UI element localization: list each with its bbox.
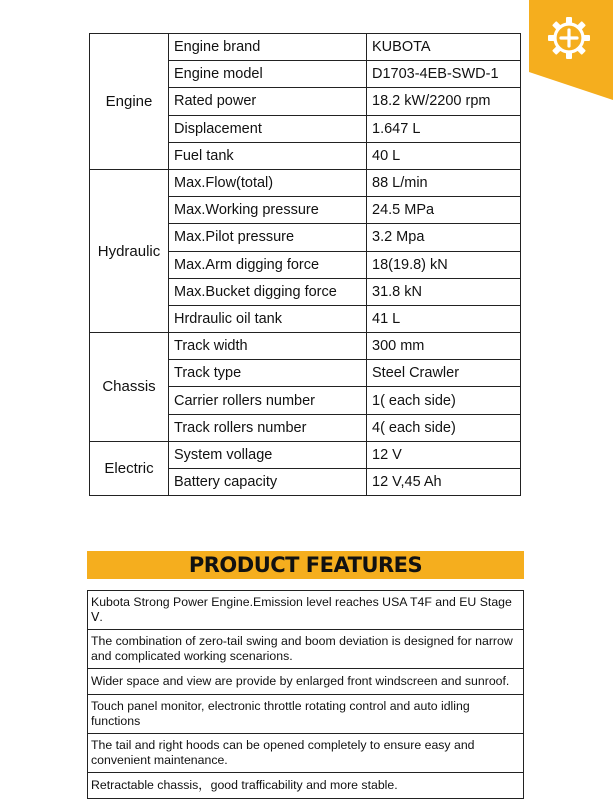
feature-item: Retractable chassis，good trafficability and more stable. — [88, 772, 523, 798]
spec-value: 12 V,45 Ah — [367, 469, 521, 496]
spec-label: Rated power — [169, 88, 367, 115]
spec-label: Track width — [169, 333, 367, 360]
spec-value: KUBOTA — [367, 34, 521, 61]
spec-label: Engine brand — [169, 34, 367, 61]
spec-label: Displacement — [169, 115, 367, 142]
spec-value: 41 L — [367, 305, 521, 332]
spec-label: Max.Working pressure — [169, 197, 367, 224]
spec-value: 1( each side) — [367, 387, 521, 414]
feature-item: The tail and right hoods can be opened completely to ensure easy and convenient maintenance. — [88, 733, 523, 772]
features-list — [87, 590, 524, 799]
spec-value: 4( each side) — [367, 414, 521, 441]
spec-value: 12 V — [367, 441, 521, 468]
spec-label: Battery capacity — [169, 469, 367, 496]
spec-row — [90, 169, 521, 196]
spec-row — [90, 441, 521, 468]
spec-row — [90, 333, 521, 360]
spec-value: 18.2 kW/2200 rpm — [367, 88, 521, 115]
spec-value: 88 L/min — [367, 169, 521, 196]
spec-label: Fuel tank — [169, 142, 367, 169]
feature-item: Touch panel monitor, electronic throttle rotating control and auto idling functions — [88, 694, 523, 733]
spec-row — [90, 34, 521, 61]
spec-label: System vollage — [169, 441, 367, 468]
spec-value: 1.647 L — [367, 115, 521, 142]
spec-label: Carrier rollers number — [169, 387, 367, 414]
feature-item: Wider space and view are provide by enlarged front windscreen and sunroof. — [88, 668, 523, 694]
spec-group-label: Chassis — [90, 333, 169, 442]
spec-label: Hrdraulic oil tank — [169, 305, 367, 332]
corner-logo-badge — [529, 0, 613, 100]
spec-group-label: Hydraulic — [90, 169, 169, 332]
spec-value: 31.8 kN — [367, 278, 521, 305]
spec-value: 3.2 Mpa — [367, 224, 521, 251]
spec-value: 300 mm — [367, 333, 521, 360]
spec-label: Track type — [169, 360, 367, 387]
spec-table — [89, 33, 521, 496]
spec-value: 40 L — [367, 142, 521, 169]
spec-value: 18(19.8) kN — [367, 251, 521, 278]
spec-label: Track rollers number — [169, 414, 367, 441]
gear-cross-icon — [545, 14, 593, 62]
spec-label: Max.Flow(total) — [169, 169, 367, 196]
features-title: PRODUCT FEATURES — [87, 551, 524, 579]
spec-label: Max.Arm digging force — [169, 251, 367, 278]
spec-value: Steel Crawler — [367, 360, 521, 387]
spec-label: Engine model — [169, 61, 367, 88]
feature-item: The combination of zero-tail swing and boom deviation is designed for narrow and complicated working scenarions. — [88, 629, 523, 668]
feature-item: Kubota Strong Power Engine.Emission level reaches USA T4F and EU Stage Ⅴ. — [91, 595, 512, 624]
spec-value: D1703-4EB-SWD-1 — [367, 61, 521, 88]
spec-value: 24.5 MPa — [367, 197, 521, 224]
spec-label: Max.Pilot pressure — [169, 224, 367, 251]
spec-group-label: Engine — [90, 34, 169, 170]
spec-label: Max.Bucket digging force — [169, 278, 367, 305]
spec-group-label: Electric — [90, 441, 169, 495]
